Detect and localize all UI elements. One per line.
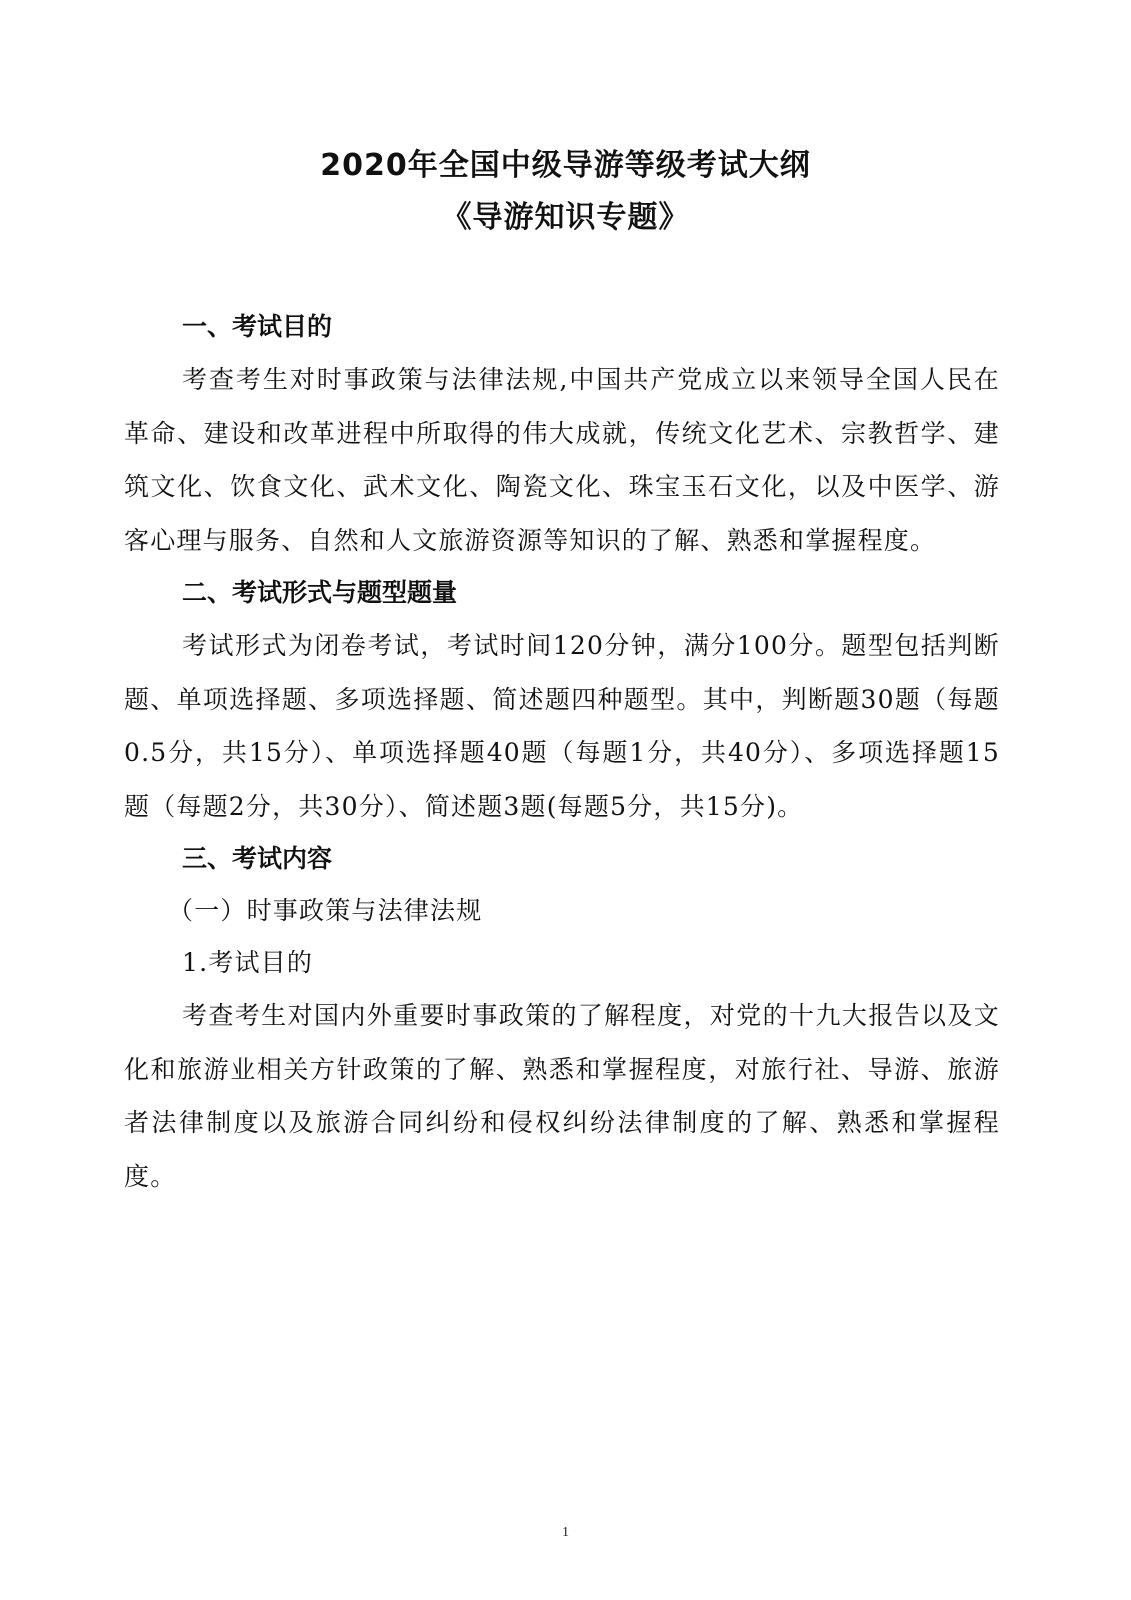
paragraph-exam-purpose: 考查考生对时事政策与法律法规,中国共产党成立以来领导全国人民在革命、建设和改革进程中所取得的伟大成就，传统文化艺术、宗教哲学、建筑文化、饮食文化、武术文化、陶瓷文化、珠宝玉石文化，以及中医学、游客心理与服务、自然和人文旅游资源等知识的了解、熟悉和掌握程度。 <box>124 365 1000 555</box>
page-number: 1 <box>562 1525 569 1540</box>
document-body <box>124 301 1000 1203</box>
document-subtitle: 《导游知识专题》 <box>441 200 690 235</box>
section-heading-exam-format: 二、考试形式与题型题量 <box>182 578 458 607</box>
section-heading-exam-content: 三、考试内容 <box>182 844 333 873</box>
section-heading-exam-purpose: 一、考试目的 <box>182 312 333 341</box>
subsection-item-exam-purpose: 1.考试目的 <box>182 948 314 977</box>
paragraph-policies-purpose: 考查考生对国内外重要时事政策的了解程度，对党的十九大报告以及文化和旅游业相关方针政策的了解、熟悉和掌握程度，对旅行社、导游、旅游者法律制度以及旅游合同纠纷和侵权纠纷法律制度的了解、熟悉和掌握程度。 <box>124 1001 1000 1191</box>
subsection-heading-policies-laws: （一）时事政策与法律法规 <box>168 896 483 925</box>
paragraph-exam-format: 考试形式为闭卷考试，考试时间120分钟，满分100分。题型包括判断题、单项选择题、多项选择题、简述题四种题型。其中，判断题30题（每题0.5分，共15分）、单项选择题40题（每题1分，共40分）、多项选择题15题（每题2分，共30分）、简述题3题(每题5分，共15分)。 <box>124 631 1000 821</box>
document-title: 2020年全国中级导游等级考试大纲 <box>320 148 811 183</box>
